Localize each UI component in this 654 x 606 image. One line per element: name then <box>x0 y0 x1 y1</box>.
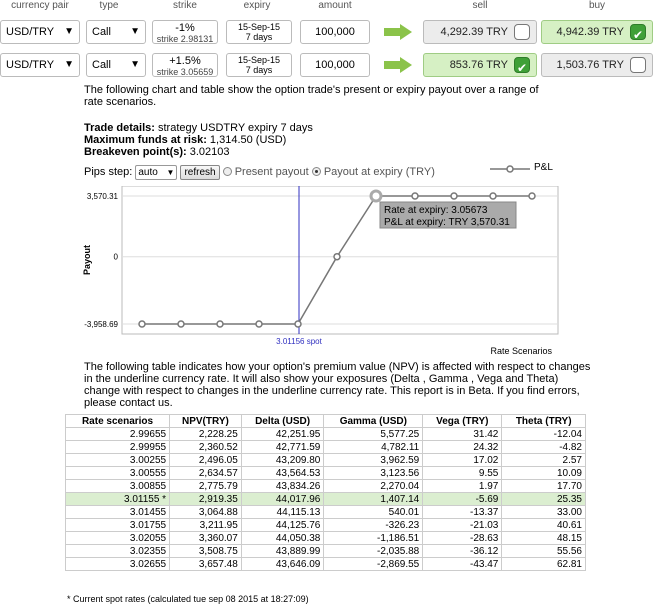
data-point[interactable] <box>334 254 340 260</box>
table-cell: 43,564.53 <box>241 467 324 480</box>
header-amount: amount <box>318 0 352 11</box>
data-point[interactable] <box>451 193 457 199</box>
column-header: Rate scenarios <box>66 415 170 428</box>
data-point[interactable] <box>412 193 418 199</box>
pips-select[interactable] <box>135 165 177 180</box>
strike-percent: -1% <box>175 22 195 34</box>
y-tick-label: 0 <box>113 252 118 262</box>
chart-tooltip <box>380 202 516 228</box>
chevron-down-icon: ▼ <box>166 168 175 177</box>
sell-price-value: 853.76 TRY <box>449 59 508 71</box>
table-cell: 3.02655 <box>66 558 170 571</box>
table-cell: 1,407.14 <box>324 493 423 506</box>
data-point[interactable] <box>256 321 262 327</box>
table-cell: 43,889.99 <box>241 545 324 558</box>
table-cell: 2,919.35 <box>170 493 242 506</box>
expiry-field[interactable] <box>226 20 292 44</box>
table-row <box>66 441 586 454</box>
table-cell: 3,962.59 <box>324 454 423 467</box>
pips-label: Pips step: <box>84 166 133 178</box>
expiry-days: 7 days <box>245 65 273 75</box>
expiry-date: 15-Sep-15 <box>237 22 281 32</box>
table-cell: 3.02055 <box>66 532 170 545</box>
intro-text: The following chart and table show the option trade's present or expiry payout over a range of rate scenarios. <box>84 84 539 108</box>
expiry-payout-radio[interactable] <box>312 167 321 176</box>
table-cell: 43,834.26 <box>241 480 324 493</box>
type-select[interactable] <box>86 53 146 77</box>
table-row <box>66 545 586 558</box>
table-cell: -326.23 <box>324 519 423 532</box>
buy-price-value: 1,503.76 TRY <box>556 59 624 71</box>
currency-pair-select[interactable] <box>0 20 80 44</box>
table-cell: 48.15 <box>502 532 586 545</box>
table-cell: 2,228.25 <box>170 428 242 441</box>
column-header: NPV(TRY) <box>170 415 242 428</box>
strike-percent: +1.5% <box>169 55 201 67</box>
table-cell: 2.99655 <box>66 428 170 441</box>
buy-price <box>541 20 653 44</box>
table-cell: 3.00855 <box>66 480 170 493</box>
table-cell: -13.37 <box>423 506 502 519</box>
present-payout-radio[interactable] <box>223 167 232 176</box>
table-cell: 3.02355 <box>66 545 170 558</box>
chevron-down-icon: ▼ <box>130 26 140 37</box>
type-value: Call <box>92 26 111 38</box>
buy-price <box>541 53 653 77</box>
breakeven-value: 3.02103 <box>186 146 230 158</box>
data-point[interactable] <box>139 321 145 327</box>
table-cell: 55.56 <box>502 545 586 558</box>
header-type: type <box>99 0 119 11</box>
table-cell: 43,646.09 <box>241 558 324 571</box>
sell-checkbox[interactable] <box>514 24 530 40</box>
buy-checkbox[interactable] <box>630 24 646 40</box>
table-cell: 43,209.80 <box>241 454 324 467</box>
npv-description: The following table indicates how your option's premium value (NPV) is affected with respect to changes in the underline currency rate. It will also show your exposures (Delta , Gamma , Vega and Theta) change with respect to changes in the underline currency rate. This report is in Beta. If you find errors, please contact us. <box>84 361 591 409</box>
table-cell: 3,064.88 <box>170 506 242 519</box>
table-cell: 3.01155 * <box>66 493 170 506</box>
sell-checkbox[interactable] <box>514 57 530 73</box>
table-cell: -4.82 <box>502 441 586 454</box>
tooltip-line: P&L at expiry: TRY 3,570.31 <box>384 217 510 228</box>
table-cell: -28.63 <box>423 532 502 545</box>
table-row <box>66 467 586 480</box>
chevron-down-icon: ▼ <box>64 26 74 37</box>
data-point[interactable] <box>217 321 223 327</box>
table-row <box>66 428 586 441</box>
amount-input[interactable]: 100,000 <box>300 53 370 77</box>
table-cell: 44,050.38 <box>241 532 324 545</box>
details-value: strategy USDTRY expiry 7 days <box>154 122 313 134</box>
table-header-row <box>66 415 586 428</box>
table-cell: -36.12 <box>423 545 502 558</box>
refresh-button[interactable]: refresh <box>180 165 219 180</box>
expiry-field[interactable] <box>226 53 292 77</box>
table-cell: -43.47 <box>423 558 502 571</box>
data-point[interactable] <box>529 193 535 199</box>
header-buy: buy <box>588 0 606 11</box>
present-payout-label: Present payout <box>234 166 309 178</box>
data-point[interactable] <box>178 321 184 327</box>
currency-pair-value: USD/TRY <box>6 26 55 38</box>
table-cell: 540.01 <box>324 506 423 519</box>
sell-price <box>423 20 537 44</box>
table-row <box>66 532 586 545</box>
legend-label: P&L <box>534 162 553 173</box>
y-axis-label: Payout <box>82 244 92 276</box>
data-point[interactable] <box>490 193 496 199</box>
table-cell: -12.04 <box>502 428 586 441</box>
scenario-table <box>65 414 586 571</box>
table-cell: 5,577.25 <box>324 428 423 441</box>
table-cell: 2,775.79 <box>170 480 242 493</box>
column-header: Theta (TRY) <box>502 415 586 428</box>
chevron-down-icon: ▼ <box>130 59 140 70</box>
trade-details <box>84 122 544 158</box>
currency-pair-select[interactable] <box>0 53 80 77</box>
table-cell: 2.57 <box>502 454 586 467</box>
table-cell: -2,035.88 <box>324 545 423 558</box>
table-cell: 62.81 <box>502 558 586 571</box>
table-cell: 44,125.76 <box>241 519 324 532</box>
table-cell: 10.09 <box>502 467 586 480</box>
type-select[interactable] <box>86 20 146 44</box>
y-tick-label: -3,958.69 <box>84 320 118 329</box>
table-cell: 9.55 <box>423 467 502 480</box>
table-cell: 3.01755 <box>66 519 170 532</box>
pips-value: auto <box>138 167 158 178</box>
table-cell: 25.35 <box>502 493 586 506</box>
table-cell: -21.03 <box>423 519 502 532</box>
header-strike: strike <box>173 0 197 11</box>
chevron-down-icon: ▼ <box>64 59 74 70</box>
sell-price-value: 4,292.39 TRY <box>440 26 508 38</box>
table-cell: 44,017.96 <box>241 493 324 506</box>
column-header: Gamma (USD) <box>324 415 423 428</box>
expiry-payout-label: Payout at expiry (TRY) <box>323 166 435 178</box>
table-cell: 42,771.59 <box>241 441 324 454</box>
tooltip-line: Rate at expiry: 3.05673 <box>384 205 488 216</box>
table-cell: 3,123.56 <box>324 467 423 480</box>
table-cell: 42,251.95 <box>241 428 324 441</box>
type-value: Call <box>92 59 111 71</box>
strike-value: strike 3.05659 <box>156 67 214 77</box>
buy-price-value: 4,942.39 TRY <box>556 26 624 38</box>
breakeven-label: Breakeven point(s): <box>84 146 187 158</box>
expiry-days: 7 days <box>245 32 273 42</box>
table-cell: -5.69 <box>423 493 502 506</box>
table-cell: 2,634.57 <box>170 467 242 480</box>
chart-controls <box>84 165 654 181</box>
column-header: Vega (TRY) <box>423 415 502 428</box>
expiry-date: 15-Sep-15 <box>237 55 281 65</box>
table-cell: 31.42 <box>423 428 502 441</box>
table-cell: 44,115.13 <box>241 506 324 519</box>
amount-input[interactable]: 100,000 <box>300 20 370 44</box>
strike-field[interactable] <box>152 20 218 44</box>
table-row <box>66 454 586 467</box>
table-cell: 24.32 <box>423 441 502 454</box>
data-point[interactable] <box>371 191 381 201</box>
table-row <box>66 519 586 532</box>
currency-pair-value: USD/TRY <box>6 59 55 71</box>
sell-price <box>423 53 537 77</box>
table-cell: 1.97 <box>423 480 502 493</box>
table-cell: 3,508.75 <box>170 545 242 558</box>
column-header: Delta (USD) <box>241 415 324 428</box>
table-cell: 40.61 <box>502 519 586 532</box>
strike-field[interactable] <box>152 53 218 77</box>
table-row <box>66 506 586 519</box>
max-risk-label: Maximum funds at risk: <box>84 134 207 146</box>
table-row <box>66 493 586 506</box>
arrow-right-icon <box>384 57 412 73</box>
chart-legend <box>490 162 560 176</box>
table-cell: -1,186.51 <box>324 532 423 545</box>
arrow-right-icon <box>384 24 412 40</box>
x-axis-label: Rate Scenarios <box>490 346 552 356</box>
payout-chart <box>80 186 570 358</box>
table-cell: 3,211.95 <box>170 519 242 532</box>
data-point[interactable] <box>295 321 301 327</box>
header-expiry: expiry <box>243 0 271 11</box>
table-row <box>66 480 586 493</box>
y-tick-label: 3,570.31 <box>86 192 118 201</box>
table-cell: 2,496.05 <box>170 454 242 467</box>
table-cell: 3,360.07 <box>170 532 242 545</box>
table-cell: 17.70 <box>502 480 586 493</box>
table-cell: 3.00255 <box>66 454 170 467</box>
strike-value: strike 2.98131 <box>156 34 214 44</box>
footnote: * Current spot rates (calculated tue sep 08 2015 at 18:27:09) <box>67 594 309 604</box>
table-cell: -2,869.55 <box>324 558 423 571</box>
table-cell: 2,270.04 <box>324 480 423 493</box>
table-cell: 2,360.52 <box>170 441 242 454</box>
legend-line-icon <box>490 163 530 175</box>
header-sell: sell <box>472 0 488 11</box>
table-cell: 3.01455 <box>66 506 170 519</box>
table-row <box>66 558 586 571</box>
table-cell: 3,657.48 <box>170 558 242 571</box>
max-risk-value: 1,314.50 (USD) <box>206 134 287 146</box>
buy-checkbox[interactable] <box>630 57 646 73</box>
table-cell: 33.00 <box>502 506 586 519</box>
table-cell: 17.02 <box>423 454 502 467</box>
spot-label: 3.01156 spot <box>276 337 322 346</box>
table-cell: 2.99955 <box>66 441 170 454</box>
header-currency-pair: currency pair <box>11 0 69 11</box>
table-cell: 3.00555 <box>66 467 170 480</box>
table-cell: 4,782.11 <box>324 441 423 454</box>
details-label: Trade details: <box>84 122 155 134</box>
